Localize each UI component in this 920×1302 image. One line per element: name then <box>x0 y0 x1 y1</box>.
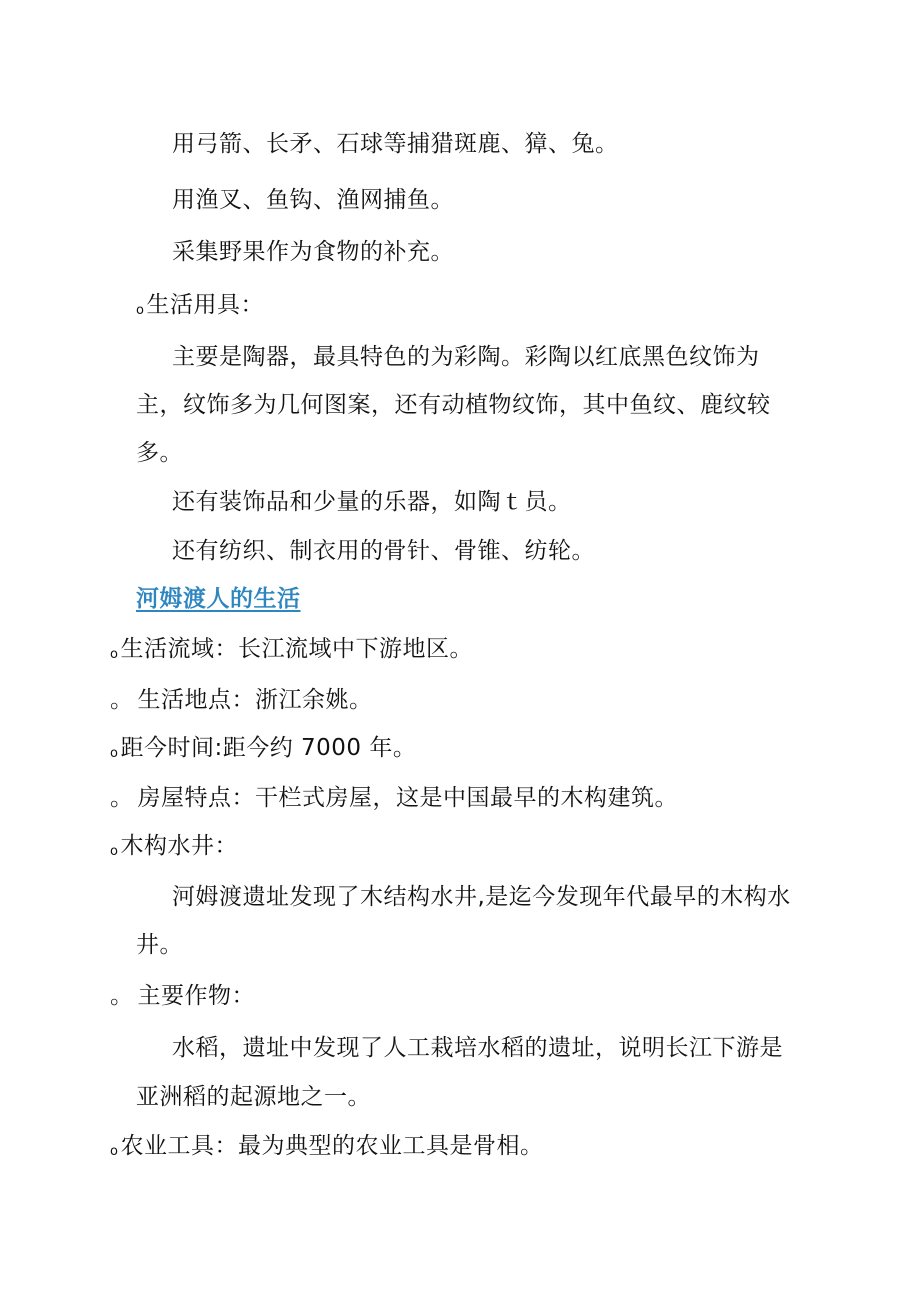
crops-item <box>110 981 255 1011</box>
tools-item <box>136 290 264 326</box>
pottery-line-2: 主，纹饰多为几何图案，还有动植物纹饰，其中鱼纹、鹿纹较 <box>136 392 771 418</box>
list-item-text: 生活地点：浙江余姚。 <box>137 687 373 713</box>
list-item-text: 生活流域：长江流域中下游地区。 <box>120 636 473 662</box>
ornaments-text: 还有装饰品和少量的乐器，如陶ｔ员。 <box>172 489 572 515</box>
well-line-2: 井。 <box>136 932 183 958</box>
gathering-text: 采集野果作为食物的补充。 <box>172 239 454 265</box>
textile-text: 还有纺织、制衣用的骨针、骨锥、纺轮。 <box>172 538 595 564</box>
list-item <box>110 685 373 715</box>
tools-label: 生活用具： <box>146 292 264 318</box>
fishing-text: 用渔叉、鱼钩、渔网捕鱼。 <box>172 187 454 213</box>
well-line-1: 河姆渡遗址发现了木结构水井,是迄今发现年代最早的木构水 <box>172 884 791 910</box>
bullet-marker: o <box>110 746 119 761</box>
bullet-marker: o <box>136 303 145 318</box>
hunting-text: 用弓箭、长矛、石球等捕猎斑鹿、獐、兔。 <box>172 131 619 157</box>
pottery-line-1: 主要是陶器，最具特色的为彩陶。彩陶以红底黑色纹饰为 <box>172 344 760 370</box>
bullet-marker: 。 <box>110 785 134 811</box>
bullet-marker: o <box>110 647 119 662</box>
list-item-text: 距今时间:距今约 7000 年。 <box>120 735 417 761</box>
crops-label: 主要作物： <box>137 983 255 1009</box>
rice-line-2: 亚洲稻的起源地之一。 <box>136 1084 371 1110</box>
list-item <box>110 634 473 670</box>
bullet-marker: 。 <box>110 983 134 1009</box>
list-item-text: 房屋特点：干栏式房屋，这是中国最早的木构建筑。 <box>137 785 678 811</box>
bullet-marker: o <box>110 844 119 859</box>
section-heading: 河姆渡人的生活 <box>136 586 301 612</box>
list-item <box>110 831 238 867</box>
bullet-marker: o <box>110 1144 119 1159</box>
agri-tools-item <box>110 1131 543 1167</box>
agri-tools-text: 农业工具：最为典型的农业工具是骨相。 <box>120 1133 544 1159</box>
list-item-text: 木构水井： <box>120 833 238 859</box>
list-item <box>110 733 416 769</box>
pottery-line-3: 多。 <box>136 440 183 466</box>
bullet-marker: 。 <box>110 687 134 713</box>
list-item <box>110 783 678 813</box>
rice-line-1: 水稻，遗址中发现了人工栽培水稻的遗址，说明长江下游是 <box>172 1035 783 1061</box>
